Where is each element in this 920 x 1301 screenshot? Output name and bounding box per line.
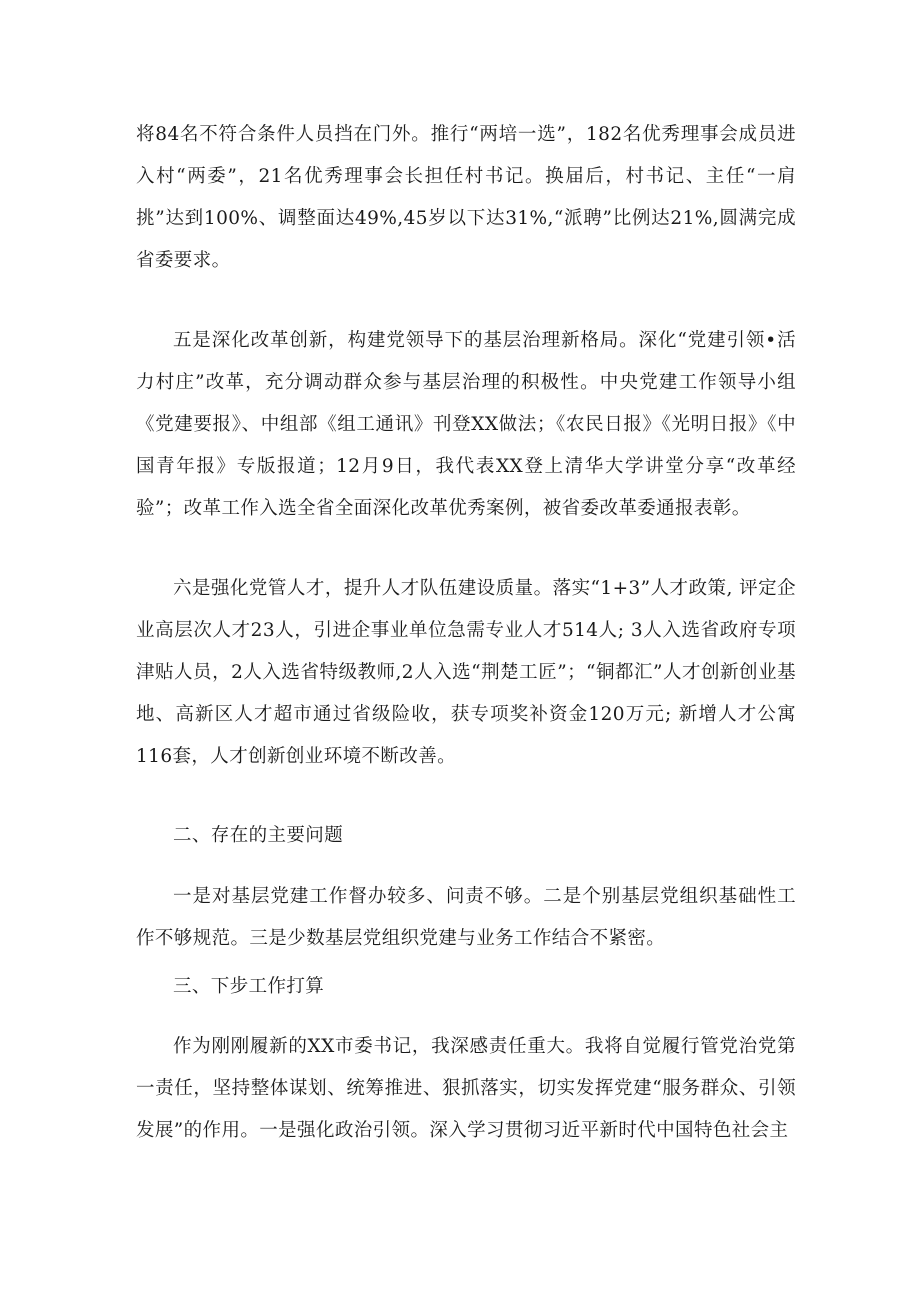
section-heading-main-problems: 二、存在的主要问题 <box>173 825 344 846</box>
paragraph-talent-management: 六是强化党管人才，提升人才队伍建设质量。落实“1+3”人才政策, 评定企业高层次人才23人，引进企事业单位急需专业人才514人; 3人入选省政府专项津贴人员，2人入选省特级教师,2人入选“荆楚工匠”；“铜都汇”人才创新创业基地、高新区人才超市通过省级险收，获专项奖补资金120万元; 新增人才公寓116套，人才创新创业环境不断改善。 <box>136 578 796 767</box>
paragraph-problems-list: 一是对基层党建工作督办较多、问责不够。二是个别基层党组织基础性工作不够规范。三是少数基层党组织党建与业务工作结合不紧密。 <box>136 886 796 949</box>
paragraph-personnel-selection: 将84名不符合条件人员挡在门外。推行“两培一选”，182名优秀理事会成员进入村“两委”，21名优秀理事会长担任村书记。换届后，村书记、主任“一肩挑”达到100%、调整面达49%,45岁以下达31%,“派聘”比例达21%,圆满完成省委要求。 <box>136 124 796 271</box>
section-heading-next-steps: 三、下步工作打算 <box>173 976 325 997</box>
paragraph-reform-innovation: 五是深化改革创新，构建党领导下的基层治理新格局。深化“党建引领•活力村庄”改革，充分调动群众参与基层治理的积极性。中央党建工作领导小组《党建要报》、中组部《组工通讯》刊登XX做法；《农民日报》《光明日报》《中国青年报》专版报道；12月9日，我代表XX登上清华大学讲堂分享“改革经验”；改革工作入选全省全面深化改革优秀案例，被省委改革委通报表彰。 <box>136 330 796 519</box>
paragraph-next-steps-plan: 作为刚刚履新的XX市委书记，我深感责任重大。我将自觉履行管党治党第一责任，坚持整体谋划、统筹推进、狠抓落实，切实发挥党建“服务群众、引领发展”的作用。一是强化政治引领。深入学习贯彻习近平新时代中国特色社会主 <box>136 1036 796 1141</box>
